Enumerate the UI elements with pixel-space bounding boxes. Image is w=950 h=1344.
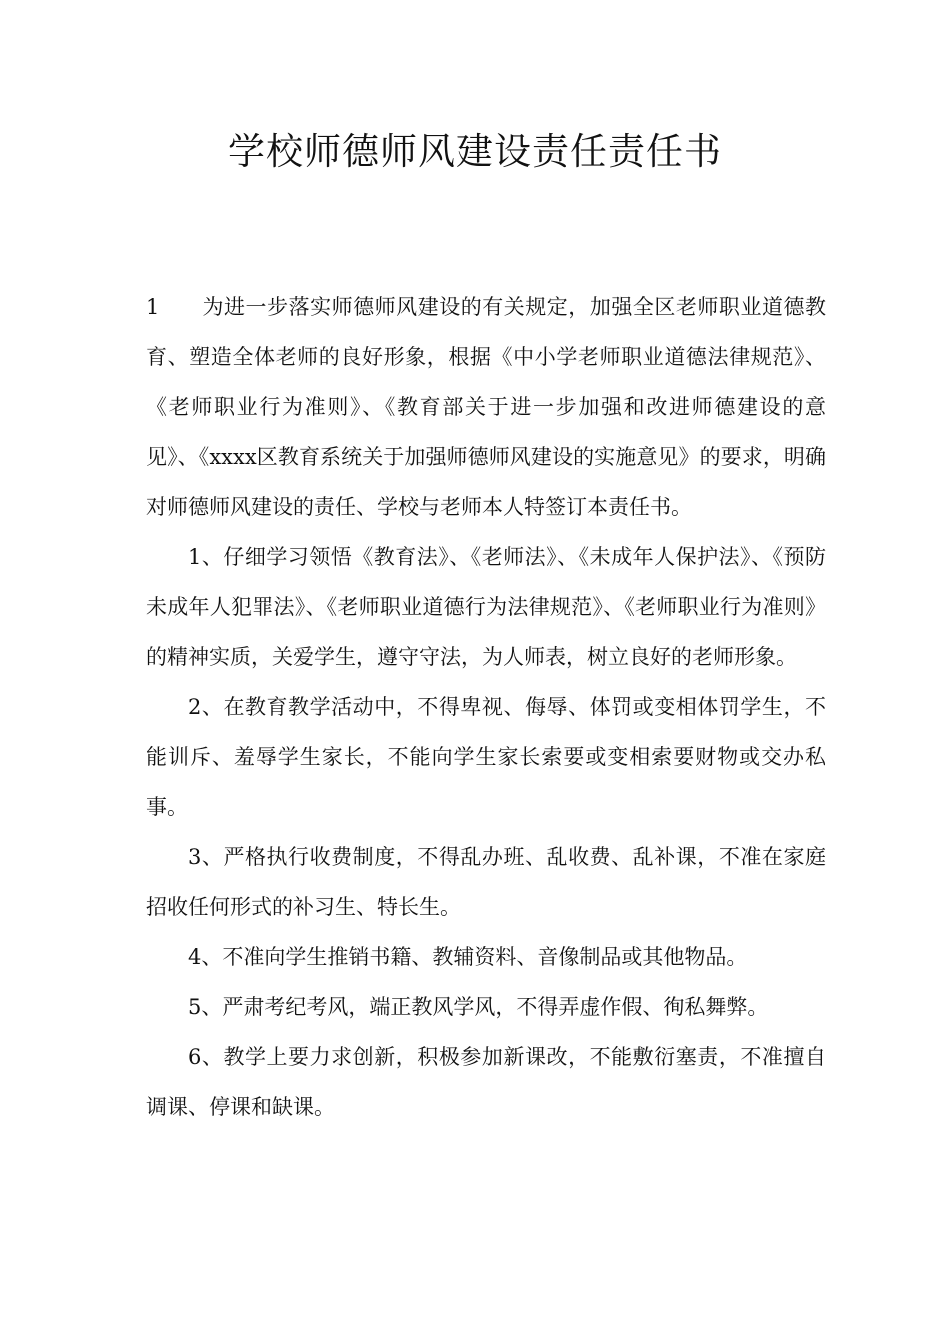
clause-3: 3、严格执行收费制度，不得乱办班、乱收费、乱补课，不准在家庭招收任何形式的补习生、特长生。 [146, 845, 826, 919]
clause-1: 1、仔细学习领悟《教育法》、《老师法》、《未成年人保护法》、《预防未成年人犯罪法》、《老师职业道德行为法律规范》、《老师职业行为准则》的精神实质，关爱学生，遵守守法，为人师表，树立良好的老师形象。 [146, 545, 826, 669]
intro-number: 1 [146, 295, 160, 319]
clause-2: 2、在教育教学活动中，不得卑视、侮辱、体罚或变相体罚学生，不能训斥、羞辱学生家长，不能向学生家长索要或变相索要财物或交办私事。 [146, 695, 826, 819]
clause-4: 4、不准向学生推销书籍、教辅资料、音像制品或其他物品。 [188, 945, 748, 969]
intro-paragraph [146, 282, 826, 532]
intro-text: 为进一步落实师德师风建设的有关规定，加强全区老师职业道德教育、塑造全体老师的良好形象，根据《中小学老师职业道德法律规范》、《老师职业行为准则》、《教育部关于进一步加强和改进师德建设的意见》、《xxxx区教育系统关于加强师德师风建设的实施意见》的要求，明确对师德师风建设的责任、学校与老师本人特签订本责任书。 [146, 295, 826, 519]
document-title: 学校师德师风建设责任责任书 [228, 130, 722, 173]
clause-5: 5、严肃考纪考风，端正教风学风，不得弄虚作假、徇私舞弊。 [188, 995, 769, 1019]
document-body [146, 282, 826, 1132]
clause-6: 6、教学上要力求创新，积极参加新课改，不能敷衍塞责，不准擅自调课、停课和缺课。 [146, 1045, 826, 1119]
